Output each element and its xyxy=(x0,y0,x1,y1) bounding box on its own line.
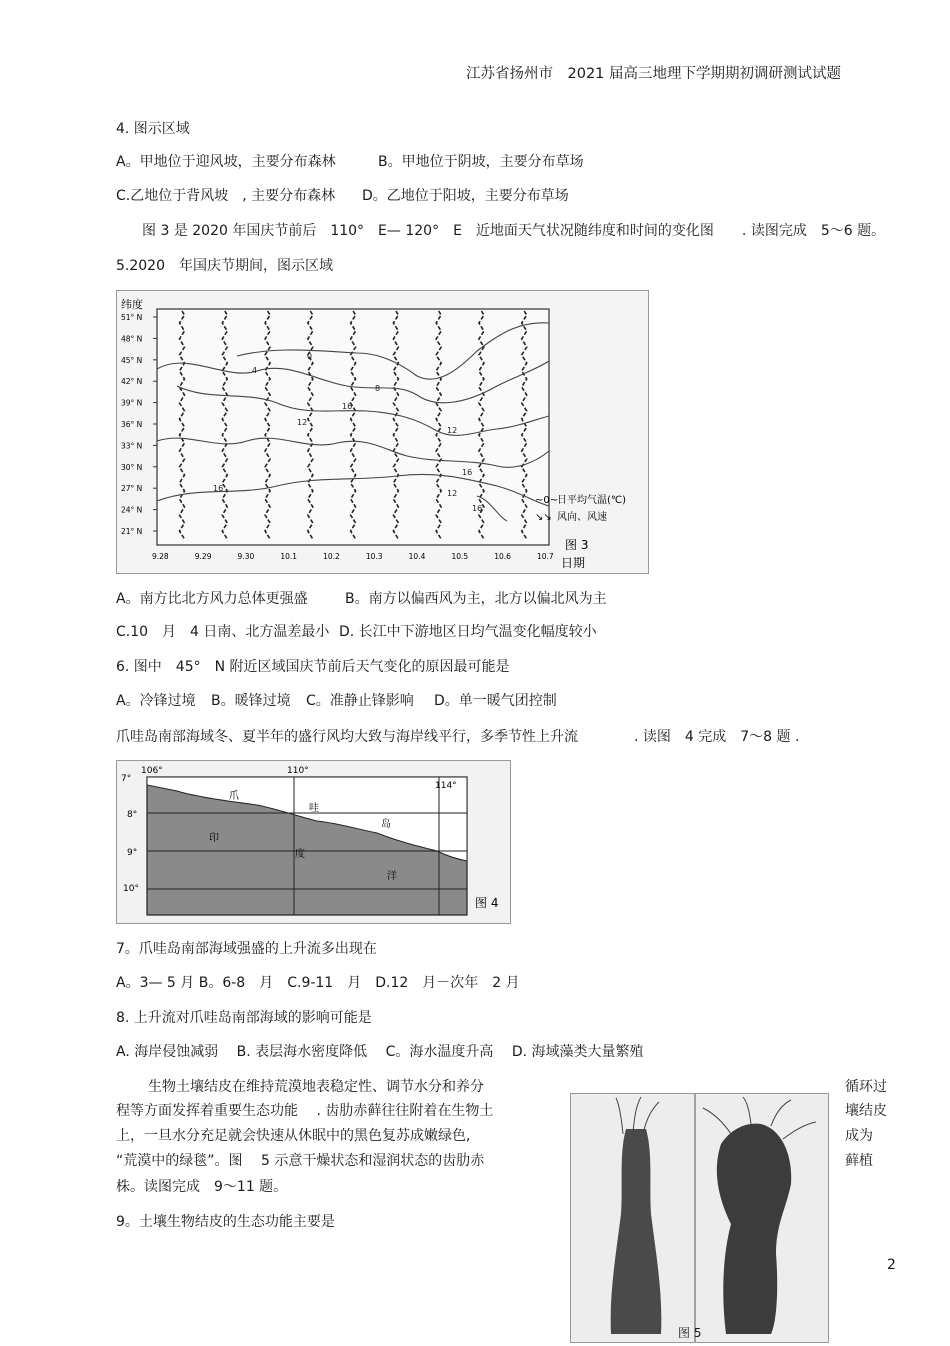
fig3-isotherm-label: 12 xyxy=(447,489,458,498)
fig3-ytick: 36° N xyxy=(121,420,143,429)
fig4-island-char-1: 爪 xyxy=(229,791,239,802)
fig3-isotherm-label: 12 xyxy=(297,418,308,427)
figure-3-chart xyxy=(117,291,648,573)
passage-line-1-right: 循环过 xyxy=(845,1079,887,1095)
q8-stem: 8. 上升流对爪哇岛南部海域的影响可能是 xyxy=(116,1010,372,1026)
fig3-ytick: 30° N xyxy=(121,462,143,472)
fig3-xtick: 10.5 xyxy=(451,552,469,561)
fig4-lon-114: 114° xyxy=(435,781,457,791)
fig4-ocean-char-3: 洋 xyxy=(387,871,397,882)
q6-stem: 6. 图中 45° N 附近区域国庆节前后天气变化的原因最可能是 xyxy=(116,659,510,675)
q7-options: A。3— 5 月 B。6-8 月 C.9-11 月 D.12 月－次年 2 月 xyxy=(116,975,520,991)
fig4-lon-110: 110° xyxy=(287,766,309,776)
fig3-xtick: 10.3 xyxy=(365,552,383,561)
fig3-xtick: 10.7 xyxy=(537,552,554,561)
q5-option-d: D. 长江中下游地区日均气温变化幅度较小 xyxy=(339,624,597,640)
fig3-isotherm-label: 0 xyxy=(307,352,313,361)
fig3-ytick: 42° N xyxy=(121,377,143,387)
fig3-ytick: 24° N xyxy=(121,505,143,515)
fig4-island-char-3: 岛 xyxy=(381,819,391,830)
fig3-ytick: 48° N xyxy=(121,334,143,344)
q6-option-c: C。准静止锋影响 xyxy=(306,693,414,709)
q5-option-b: B。南方以偏西风为主，北方以偏北风为主 xyxy=(345,591,607,607)
fig3-xtick: 9.29 xyxy=(194,552,212,561)
q8-options: A. 海岸侵蚀减弱 B. 表层海水密度降低 C。海水温度升高 D. 海域藻类大量繁殖 xyxy=(116,1044,644,1060)
fig3-xticks xyxy=(152,552,554,561)
fig3-isotherm-label: 16 xyxy=(342,402,353,411)
fig3-xtick: 10.2 xyxy=(323,552,340,561)
fig3-ylabel: 纬度 xyxy=(121,298,143,311)
fig3-xtick: 9.30 xyxy=(237,552,255,561)
fig4-ocean-char-2: 度 xyxy=(295,849,305,860)
page-number: 2 xyxy=(887,1257,896,1273)
fig3-ytick: 27° N xyxy=(121,484,143,494)
fig3-ytick: 45° N xyxy=(121,355,143,365)
fig3-isotherm-label: 12 xyxy=(447,426,458,435)
figure-4 xyxy=(116,760,511,924)
fig3-legend-temp-symbol: ~0~ xyxy=(535,495,559,506)
passage-line-4-right: 藓植 xyxy=(845,1153,873,1169)
q4-option-d: D。乙地位于阳坡，主要分布草场 xyxy=(362,188,569,204)
passage-line-3: 上，一旦水分充足就会快速从休眠中的黑色复苏成嫩绿色, xyxy=(116,1128,471,1144)
fig3-isotherm-label: 16 xyxy=(213,484,224,493)
passage-line-4: “荒漠中的绿毯”。图 5 示意干燥状态和湿润状态的齿肋赤 xyxy=(116,1153,485,1169)
fig4-caption: 图 4 xyxy=(475,896,499,910)
q6-option-a: A。冷锋过境 xyxy=(116,693,196,709)
figure-4-map xyxy=(117,761,510,923)
passage-line-3-right: 成为 xyxy=(845,1128,873,1144)
dry-moss-plant xyxy=(611,1097,662,1334)
fig5-caption: 图 5 xyxy=(678,1326,702,1340)
figure-3 xyxy=(116,290,649,574)
fig3-ytick: 33° N xyxy=(121,441,143,451)
fig3-legend-wind-symbol: ↘↘ xyxy=(535,512,552,523)
q5-option-a: A。南方比北方风力总体更强盛 xyxy=(116,591,308,607)
fig4-lat-7: 7° xyxy=(121,774,132,784)
q6-option-b: B。暖锋过境 xyxy=(211,693,291,709)
figure-5 xyxy=(570,1093,829,1343)
fig3-xtick: 10.4 xyxy=(408,552,426,561)
figure-5-photo xyxy=(571,1094,828,1342)
passage-line-2-right: 壤结皮 xyxy=(845,1103,887,1119)
passage-line-2: 程等方面发挥着重要生态功能 . 齿肋赤藓往往附着在生物土 xyxy=(116,1103,494,1119)
fig4-lon-106: 106° xyxy=(141,766,163,776)
fig3-isotherm-label: 4 xyxy=(252,366,258,375)
fig3-ytick: 51° N xyxy=(121,313,143,322)
q6-option-d: D。单一暖气团控制 xyxy=(434,693,557,709)
intro-q5-6: 图 3 是 2020 年国庆节前后 110° E— 120° E 近地面天气状况随纬度和时间的变化图 . 读图完成 5～6 题。 xyxy=(142,223,886,239)
fig3-isotherm-label: 16 xyxy=(462,468,473,477)
fig3-xlabel: 日期 xyxy=(561,556,586,570)
page-header: 江苏省扬州市 2021 届高三地理下学期期初调研测试试题 xyxy=(466,66,842,82)
fig4-ocean-char-1: 印 xyxy=(209,833,219,844)
fig3-xtick: 10.6 xyxy=(494,552,511,561)
q4-stem: 4. 图示区域 xyxy=(116,121,190,137)
q7-stem: 7。爪哇岛南部海域强盛的上升流多出现在 xyxy=(116,941,377,957)
fig4-island-char-2: 哇 xyxy=(309,803,319,814)
fig4-lat-10: 10° xyxy=(123,884,139,894)
passage-line-1: 生物土壤结皮在维持荒漠地表稳定性、调节水分和养分 xyxy=(148,1079,484,1095)
fig4-lat-8: 8° xyxy=(127,810,138,820)
q5-option-c: C.10 月 4 日南、北方温差最小 xyxy=(116,624,330,640)
q4-option-a: A。甲地位于迎风坡，主要分布森林 xyxy=(116,154,336,170)
fig3-isotherm-label: 16 xyxy=(472,504,483,513)
fig3-xtick: 10.1 xyxy=(280,552,298,561)
fig3-yticks xyxy=(121,313,157,536)
q4-option-c: C.乙地位于背风坡 , 主要分布森林 xyxy=(116,188,336,204)
intro-q7-8: 爪哇岛南部海域冬、夏半年的盛行风均大致与海岸线平行，多季节性上升流 . 读图 4 完成 7～8 题 . xyxy=(116,729,800,745)
passage-line-5: 株。读图完成 9～11 题。 xyxy=(116,1179,288,1195)
q5-stem: 5.2020 年国庆节期间，图示区域 xyxy=(116,258,333,274)
fig3-ytick: 21° N xyxy=(121,527,143,536)
q9-stem: 9。土壤生物结皮的生态功能主要是 xyxy=(116,1214,335,1230)
wet-moss-plant xyxy=(703,1097,816,1334)
fig3-ytick: 39° N xyxy=(121,398,143,408)
fig3-legend-temp: 日平均气温(℃) xyxy=(557,495,627,506)
q4-option-b: B。甲地位于阴坡，主要分布草场 xyxy=(378,154,584,170)
fig3-xtick: 9.28 xyxy=(152,552,169,561)
fig3-caption: 图 3 xyxy=(565,538,589,552)
fig3-legend-wind: 风向、风速 xyxy=(557,512,607,523)
fig4-lat-9: 9° xyxy=(127,848,138,858)
fig3-isotherm-label: 8 xyxy=(375,384,381,393)
